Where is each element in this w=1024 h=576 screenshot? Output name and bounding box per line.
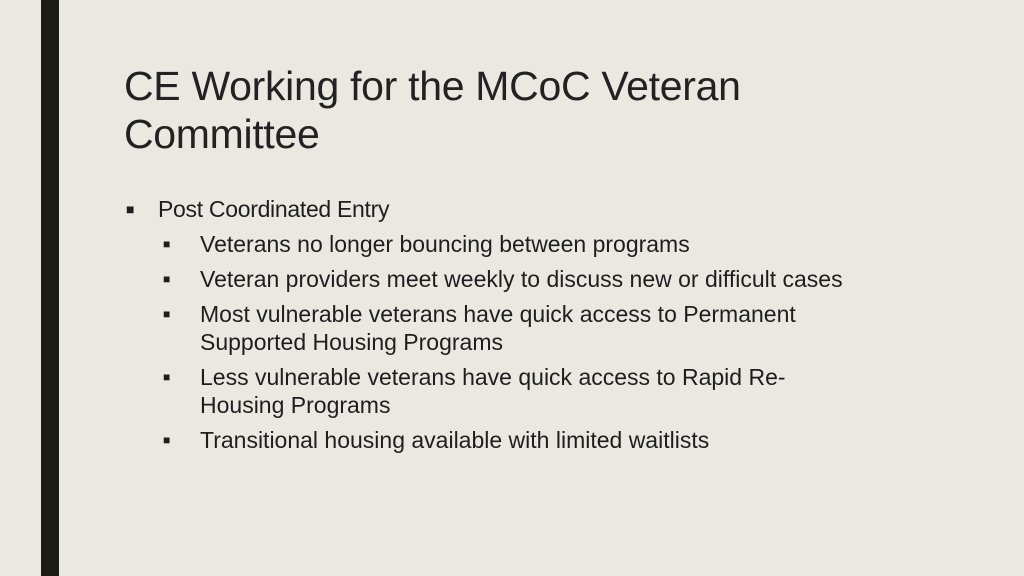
slide-title: CE Working for the MCoC Veteran Committee bbox=[124, 63, 741, 157]
accent-bar bbox=[41, 0, 59, 576]
list-item-text: Most vulnerable veterans have quick access to Permanent Supported Housing Programs bbox=[200, 301, 796, 355]
list-item-text: Veterans no longer bouncing between programs bbox=[200, 231, 690, 257]
list-item bbox=[163, 363, 863, 419]
square-bullet-icon: ■ bbox=[163, 370, 171, 384]
list-item bbox=[163, 265, 863, 293]
list-item bbox=[163, 300, 863, 356]
list-item bbox=[163, 426, 863, 454]
list-item bbox=[163, 230, 863, 258]
square-bullet-icon: ■ bbox=[163, 307, 171, 321]
section-label: Post Coordinated Entry bbox=[158, 196, 390, 222]
list-item-text: Less vulnerable veterans have quick access to Rapid Re-Housing Programs bbox=[200, 364, 786, 418]
square-bullet-icon: ■ bbox=[126, 201, 135, 217]
square-bullet-icon: ■ bbox=[163, 433, 171, 447]
square-bullet-icon: ■ bbox=[163, 237, 171, 251]
square-bullet-icon: ■ bbox=[163, 272, 171, 286]
list-item-text: Transitional housing available with limited waitlists bbox=[200, 427, 710, 453]
slide-content bbox=[124, 193, 924, 461]
section-heading bbox=[124, 193, 924, 228]
list-item-text: Veteran providers meet weekly to discuss new or difficult cases bbox=[200, 266, 843, 292]
bullet-list bbox=[124, 230, 924, 454]
